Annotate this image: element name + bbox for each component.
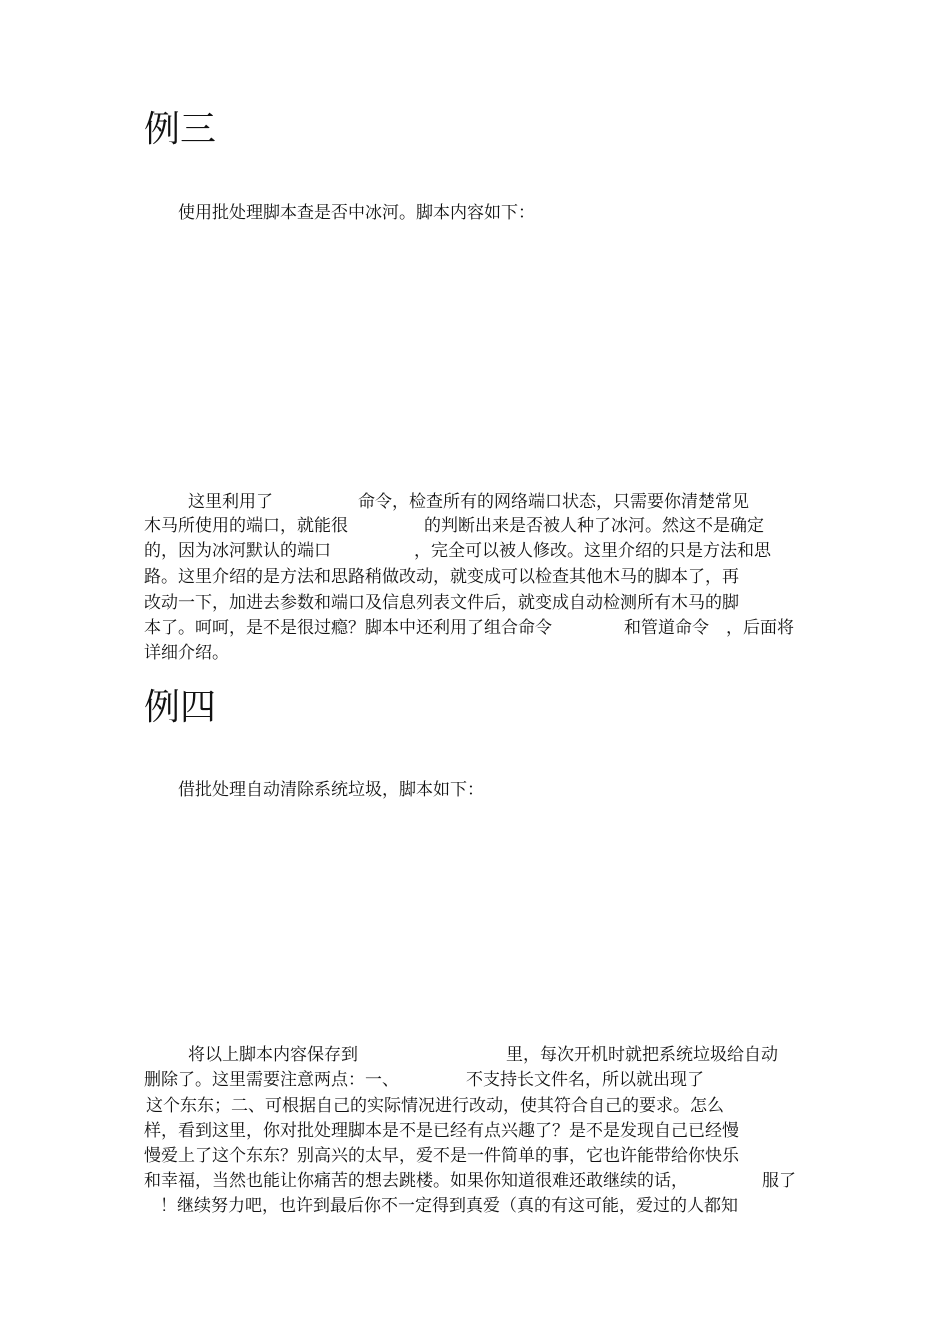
body-text: 木马所使用的端口，就能很 <box>144 516 348 536</box>
body-text: ，完全可以被人修改。这里介绍的只是方法和思 <box>414 541 771 561</box>
body-text: 里，每次开机时就把系统垃圾给自动 <box>506 1045 778 1065</box>
body-text: 改动一下，加进去参数和端口及信息列表文件后，就变成自动检测所有木马的脚 <box>144 593 739 613</box>
intro-text-example-3: 使用批处理脚本查是否中冰河。脚本内容如下： <box>178 203 535 223</box>
body-text: 的，因为冰河默认的端口 <box>144 541 331 561</box>
body-text: 和管道命令 <box>624 618 709 638</box>
body-text: 本了。呵呵，是不是很过瘾？脚本中还利用了组合命令 <box>144 618 552 638</box>
body-text: 将以上脚本内容保存到 <box>188 1045 358 1065</box>
body-text: 服了 <box>762 1171 796 1191</box>
body-text: 删除了。这里需要注意两点：一、 <box>144 1070 399 1090</box>
section-heading-example-3: 例三 <box>144 109 217 150</box>
body-text: 不支持长文件名，所以就出现了 <box>466 1070 704 1090</box>
intro-text-example-4: 借批处理自动清除系统垃圾，脚本如下： <box>178 780 484 800</box>
body-text: 和幸福，当然也能让你痛苦的想去跳楼。如果你知道很难还敢继续的话， <box>144 1171 688 1191</box>
body-text: ，后面将 <box>726 618 794 638</box>
body-text: 样，看到这里，你对批处理脚本是不是已经有点兴趣了？是不是发现自己已经慢 <box>144 1121 739 1141</box>
body-text: 路。这里介绍的是方法和思路稍做改动，就变成可以检查其他木马的脚本了，再 <box>144 567 739 587</box>
section-heading-example-4: 例四 <box>144 687 217 728</box>
body-text: 详细介绍。 <box>144 643 229 663</box>
body-text: 这个东东；二、可根据自己的实际情况进行改动，使其符合自己的要求。怎么 <box>146 1096 724 1116</box>
body-text: 命令，检查所有的网络端口状态，只需要你清楚常见 <box>358 492 749 512</box>
body-text: ！继续努力吧，也许到最后你不一定得到真爱（真的有这可能，爱过的人都知 <box>160 1196 738 1216</box>
body-text: 慢爱上了这个东东？别高兴的太早，爱不是一件简单的事，它也许能带给你快乐 <box>144 1146 739 1166</box>
body-text: 这里利用了 <box>188 492 273 512</box>
body-text: 的判断出来是否被人种了冰河。然这不是确定 <box>424 516 764 536</box>
